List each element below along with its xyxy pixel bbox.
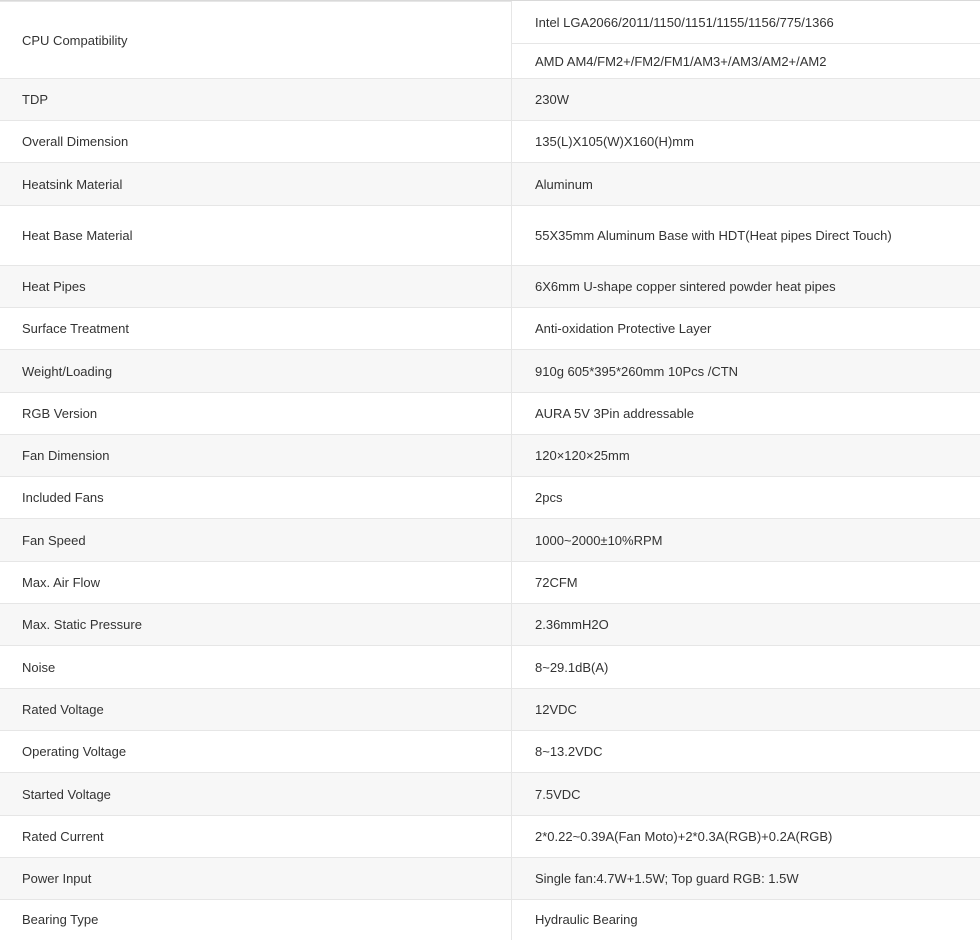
table-row xyxy=(0,121,980,163)
table-row xyxy=(0,816,980,858)
spec-value: 55X35mm Aluminum Base with HDT(Heat pipes Direct Touch) xyxy=(512,206,980,266)
spec-label: Heat Pipes xyxy=(0,266,512,308)
spec-label: Noise xyxy=(0,646,512,689)
table-row xyxy=(0,79,980,121)
spec-label: RGB Version xyxy=(0,393,512,435)
spec-value: 7.5VDC xyxy=(512,773,980,816)
table-row xyxy=(0,308,980,350)
table-row xyxy=(0,163,980,206)
spec-value: Intel LGA2066/2011/1150/1151/1155/1156/775/1366 xyxy=(512,2,980,44)
spec-value: Single fan:4.7W+1.5W; Top guard RGB: 1.5W xyxy=(512,858,980,900)
spec-value: 2*0.22~0.39A(Fan Moto)+2*0.3A(RGB)+0.2A(RGB) xyxy=(512,816,980,858)
table-row xyxy=(0,435,980,477)
spec-label: TDP xyxy=(0,79,512,121)
spec-label: Fan Dimension xyxy=(0,435,512,477)
spec-label: Max. Air Flow xyxy=(0,562,512,604)
table-row xyxy=(0,206,980,266)
spec-label: Power Input xyxy=(0,858,512,900)
table-row xyxy=(0,646,980,689)
table-row xyxy=(0,393,980,435)
spec-label: Overall Dimension xyxy=(0,121,512,163)
spec-value: 8~29.1dB(A) xyxy=(512,646,980,689)
spec-value: 8~13.2VDC xyxy=(512,731,980,773)
spec-value: 2.36mmH2O xyxy=(512,604,980,646)
spec-label: Heatsink Material xyxy=(0,163,512,206)
spec-value: AMD AM4/FM2+/FM2/FM1/AM3+/AM3/AM2+/AM2 xyxy=(512,44,980,79)
spec-value: 910g 605*395*260mm 10Pcs /CTN xyxy=(512,350,980,393)
spec-label: Rated Voltage xyxy=(0,689,512,731)
table-row xyxy=(0,689,980,731)
spec-label: Rated Current xyxy=(0,816,512,858)
spec-value: 12VDC xyxy=(512,689,980,731)
spec-value: 2pcs xyxy=(512,477,980,519)
spec-label: Max. Static Pressure xyxy=(0,604,512,646)
spec-value: Anti-oxidation Protective Layer xyxy=(512,308,980,350)
spec-label: Included Fans xyxy=(0,477,512,519)
spec-label: Started Voltage xyxy=(0,773,512,816)
spec-label: Surface Treatment xyxy=(0,308,512,350)
spec-label: Heat Base Material xyxy=(0,206,512,266)
spec-value: Aluminum xyxy=(512,163,980,206)
spec-value: 135(L)X105(W)X160(H)mm xyxy=(512,121,980,163)
spec-value: 120×120×25mm xyxy=(512,435,980,477)
spec-label: Operating Voltage xyxy=(0,731,512,773)
spec-value: 72CFM xyxy=(512,562,980,604)
spec-label: Weight/Loading xyxy=(0,350,512,393)
spec-label: CPU Compatibility xyxy=(0,2,512,79)
table-row xyxy=(0,2,980,44)
table-row xyxy=(0,773,980,816)
table-row xyxy=(0,350,980,393)
spec-value: 1000~2000±10%RPM xyxy=(512,519,980,562)
spec-table xyxy=(0,1,980,940)
table-row xyxy=(0,477,980,519)
spec-label: Bearing Type xyxy=(0,900,512,940)
table-row xyxy=(0,266,980,308)
spec-value: Hydraulic Bearing xyxy=(512,900,980,940)
table-row xyxy=(0,858,980,900)
table-row xyxy=(0,562,980,604)
table-row xyxy=(0,604,980,646)
spec-value: 230W xyxy=(512,79,980,121)
spec-value: 6X6mm U-shape copper sintered powder heat pipes xyxy=(512,266,980,308)
table-row xyxy=(0,731,980,773)
spec-value: AURA 5V 3Pin addressable xyxy=(512,393,980,435)
spec-label: Fan Speed xyxy=(0,519,512,562)
table-row xyxy=(0,519,980,562)
